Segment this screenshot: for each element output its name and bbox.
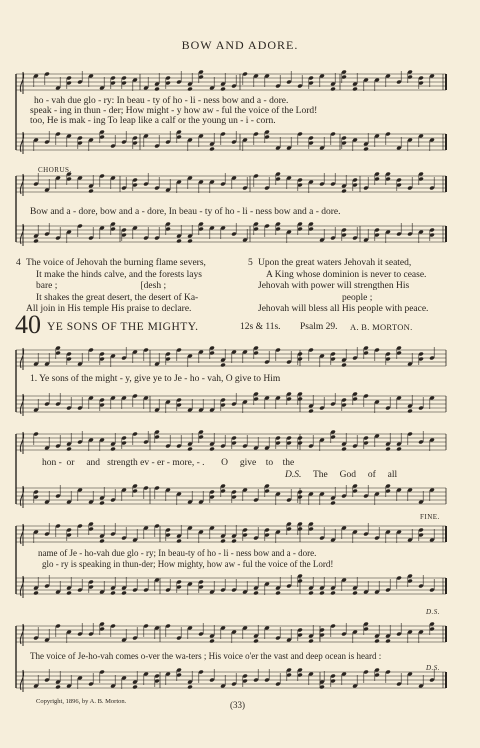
notehead [187,447,193,452]
notehead [88,189,94,194]
verse-5-line: Jehovah will bless all His people with peace. [258,304,429,314]
notehead [154,87,160,92]
system3-lyric: 1. Ye sons of the might - y, give ye to Je - ho - vah, O give to Him [30,374,281,384]
notehead [330,591,336,596]
notehead [374,639,380,644]
notehead [209,447,215,452]
notehead [363,147,369,152]
notehead [330,87,336,92]
clef-icon [20,432,23,454]
notehead [176,539,182,544]
verse-5-line: Upon the great waters Jehovah it seated, [258,258,412,268]
notehead [330,501,336,506]
notehead [396,447,402,452]
ds-label-top: D.S. [426,608,441,616]
notehead [341,363,347,368]
notehead [253,591,259,596]
notehead [55,685,61,690]
hymn-title: YE SONS OF THE MIGHTY. [47,321,199,333]
verse-4 [16,258,206,316]
notehead [220,363,226,368]
notehead [308,639,314,644]
fine-label: FINE. [420,513,440,521]
notehead [308,591,314,596]
chorus-lyric: Bow and a - dore, bow and a - dore, In beau - ty of ho - li - ness bow and a - dore. [30,207,341,217]
system4-ds-label: D.S. [285,470,302,480]
notehead [319,591,325,596]
verse-4-line: It make the hinds calve, and the forests lays [36,269,202,280]
notehead [231,539,237,544]
hymn-number: 40 [15,310,41,339]
system4-lyric-lower: The God of all [313,470,398,480]
clef-icon [20,524,23,546]
notehead [308,409,314,414]
notehead [253,639,259,644]
verse-4-line: bare ; [desh ; [36,281,167,291]
clef-icon [20,224,23,246]
clef-icon [20,624,23,646]
copyright-notice: Copyright, 1896, by A. B. Morton. [36,698,127,705]
notehead [99,501,105,506]
notehead [110,591,116,596]
verse-5-line: people ; [342,292,373,303]
notehead [99,539,105,544]
notehead [187,685,193,690]
notehead [385,447,391,452]
notehead [33,591,39,596]
notehead [352,87,358,92]
notehead [66,447,72,452]
notehead [220,87,226,92]
verse-5-line: Jehovah with power will strengthen His [258,281,410,291]
clef-icon [20,72,23,94]
system4-lyric-upper: hon - or and strength ev - er - more, - . O give to the [42,458,295,468]
notehead [341,189,347,194]
notehead [132,685,138,690]
verse-5 [248,258,428,316]
ds-label-bottom: D.S. [426,664,441,672]
notehead [385,639,391,644]
system5-lyric-line1: name of Je - ho-vah due glo - ry; In beau-ty of ho - li - ness bow and a - dore. [38,548,317,558]
notehead [187,239,193,244]
system6-lyric: The voice of Je-ho-vah comes o-ver the wa-ters ; His voice o'er the vast and deep ocean is heard : [30,651,382,661]
notehead [407,409,413,414]
notehead [275,591,281,596]
verse-5-line: A King whose dominion is never to cease. [266,269,427,280]
system1-lyric-line1: ho - vah due glo - ry: In beau - ty of ho - li - ness bow and a - dore. [34,96,289,106]
notehead [33,239,39,244]
system5-lyric-line2: glo - ry is speaking in thun-der; How mighty, how aw - ful the voice of the Lord! [42,559,334,569]
verse-4-line: The voice of Jehovah the burning flame severs, [26,258,206,268]
notehead [121,591,127,596]
page-number: (33) [230,700,245,710]
chorus-label: CHORUS. [38,166,72,174]
system1-lyric-line3: too, He is mak - ing To leap like a calf or the young un - i - corn. [30,116,276,126]
hymn-meter: 12s & 11s. [240,322,281,332]
notehead [341,447,347,452]
clef-icon [20,394,23,416]
hymn-psalm: Psalm 29. [300,322,338,332]
clef-icon [20,670,23,692]
section-heading: BOW AND ADORE. [181,38,299,52]
notehead [66,591,72,596]
notehead [187,87,193,92]
verse-4-number: 4 [16,258,21,268]
verse-4-line: All join in His temple His praise to declare. [26,304,192,314]
clef-icon [20,174,23,196]
clef-icon [20,486,23,508]
notehead [220,539,226,544]
verse-4-line: It shakes the great desert, the desert of Ka- [36,292,199,303]
clef-icon [20,132,23,154]
notehead [352,591,358,596]
notehead [209,147,215,152]
system1-lyric-line2: speak - ing in thun - der; How might - y how aw - ful the voice of the Lord! [30,106,318,116]
notehead [209,639,215,644]
clef-icon [20,576,23,598]
notehead [110,447,116,452]
clef-icon [20,348,23,370]
notehead [176,239,182,244]
hymn-author: A. B. MORTON. [350,322,413,332]
verse-5-number: 5 [248,258,253,268]
